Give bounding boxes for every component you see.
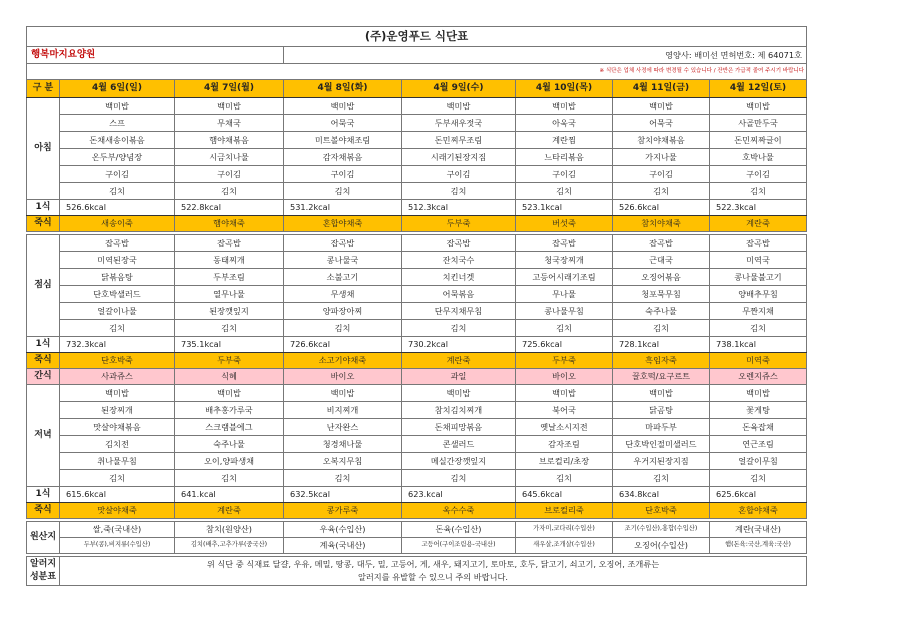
- menu-item: 김치전: [60, 436, 175, 453]
- menu-item: 참치김치찌개: [402, 402, 516, 419]
- menu-item: 백미밥: [175, 98, 284, 115]
- menu-item: 맛살야채볶음: [60, 419, 175, 436]
- origin-item: 돈육(수입산): [402, 522, 516, 538]
- day-header: 4월 6일(일): [60, 80, 175, 98]
- menu-item: 소고기야채죽: [284, 353, 402, 369]
- menu-item: 잡곡밥: [613, 235, 710, 252]
- menu-item: 단호박죽: [60, 353, 175, 369]
- menu-item: 백미밥: [284, 98, 402, 115]
- menu-item: 김치: [60, 470, 175, 487]
- lunch-row: [27, 303, 807, 320]
- dinner-row: [27, 385, 807, 402]
- lunch-row: [27, 286, 807, 303]
- origin-label: 원산지: [27, 522, 60, 554]
- menu-item: 오이,양파생채: [175, 453, 284, 470]
- menu-item: 햄야채죽: [175, 216, 284, 232]
- menu-item: 계란죽: [402, 353, 516, 369]
- menu-item: 김치: [516, 470, 613, 487]
- menu-item: 북어국: [516, 402, 613, 419]
- allergy-line: 위 식단 중 식재료 달걀, 우유, 메밀, 땅콩, 대두, 밀, 고등어, 게, 새우, 돼지고기, 토마토, 호두, 닭고기, 쇠고기, 오징어, 조개류는: [206, 559, 660, 570]
- menu-item: 치킨너겟: [402, 269, 516, 286]
- menu-item: 구이김: [710, 166, 807, 183]
- kcal-value: 522.3kcal: [710, 200, 807, 216]
- porridge-row-lunch-label: 죽식: [27, 353, 60, 369]
- menu-item: 김치: [710, 320, 807, 337]
- allergy-line: 알러지를 유발할 수 있으니 주의 바랍니다.: [357, 572, 509, 582]
- menu-item: 콩가루죽: [284, 503, 402, 519]
- kcal-value: 512.3kcal: [402, 200, 516, 216]
- porridge-row-lunch: [27, 353, 807, 369]
- menu-item: 백미밥: [402, 98, 516, 115]
- menu-item: 바이오: [284, 369, 402, 385]
- kcal-value: 738.1kcal: [710, 337, 807, 353]
- menu-item: 청경채나물: [284, 436, 402, 453]
- dinner-row: [27, 419, 807, 436]
- menu-item: 백미밥: [284, 385, 402, 402]
- menu-item: 김치: [284, 320, 402, 337]
- menu-item: 미역죽: [710, 353, 807, 369]
- menu-item: 김치: [175, 320, 284, 337]
- menu-item: 백미밥: [402, 385, 516, 402]
- menu-item: 김치: [60, 183, 175, 200]
- menu-item: 브로컬리죽: [516, 503, 613, 519]
- menu-item: 닭곰탕: [613, 402, 710, 419]
- menu-item: 김치: [710, 183, 807, 200]
- day-header: 4월 12일(토): [710, 80, 807, 98]
- menu-item: 오징어볶음: [613, 269, 710, 286]
- menu-item: 브로컬리/초장: [516, 453, 613, 470]
- page-title: (주)운영푸드 식단표: [27, 27, 807, 47]
- menu-item: 맛살야채죽: [60, 503, 175, 519]
- menu-item: 백미밥: [613, 98, 710, 115]
- header-row: [27, 80, 807, 98]
- menu-item: 취나물무침: [60, 453, 175, 470]
- lunch-kcal-row: [27, 337, 807, 353]
- day-header: 4월 11일(금): [613, 80, 710, 98]
- breakfast-kcal-row: [27, 200, 807, 216]
- menu-item: 열무나물: [175, 286, 284, 303]
- menu-item: 된장깻잎지: [175, 303, 284, 320]
- menu-item: 온두부/양념장: [60, 149, 175, 166]
- menu-item: 콩나물무침: [516, 303, 613, 320]
- origin-row: [27, 522, 807, 538]
- menu-item: 사골만두국: [710, 115, 807, 132]
- menu-item: 혼합야채죽: [710, 503, 807, 519]
- menu-item: 김치: [284, 470, 402, 487]
- origin-item: 김치(배추,고추가루(중국산): [175, 538, 284, 554]
- menu-item: 두부죽: [516, 353, 613, 369]
- menu-item: 잡곡밥: [284, 235, 402, 252]
- menu-item: 백미밥: [175, 385, 284, 402]
- menu-item: 오복지무침: [284, 453, 402, 470]
- menu-item: 난자완스: [284, 419, 402, 436]
- lunch-row: [27, 269, 807, 286]
- menu-item: 돈채피망볶음: [402, 419, 516, 436]
- breakfast-label: 아침: [27, 98, 60, 200]
- menu-item: 바이오: [516, 369, 613, 385]
- kcal-value: 615.6kcal: [60, 487, 175, 503]
- dinner-row: [27, 453, 807, 470]
- day-header: 4월 10일(목): [516, 80, 613, 98]
- menu-item: 잔치국수: [402, 252, 516, 269]
- menu-item: 김치: [613, 183, 710, 200]
- menu-item: 돈채새송이볶음: [60, 132, 175, 149]
- day-header: 4월 8일(화): [284, 80, 402, 98]
- menu-item: 김치: [175, 183, 284, 200]
- menu-item: 계란죽: [710, 216, 807, 232]
- menu-item: 잡곡밥: [175, 235, 284, 252]
- menu-item: 미역된장국: [60, 252, 175, 269]
- menu-item: 스크램블에그: [175, 419, 284, 436]
- menu-item: 단호박샐러드: [60, 286, 175, 303]
- menu-item: 김치: [402, 470, 516, 487]
- origin-item: 두부(콩),비지류(수입산): [60, 538, 175, 554]
- origin-item: 조기(수입산),홍합(수입산): [613, 522, 710, 538]
- menu-item: 돈민찌짜글이: [710, 132, 807, 149]
- lunch-row: [27, 235, 807, 252]
- menu-item: 두부조림: [175, 269, 284, 286]
- menu-item: 흑임자죽: [613, 353, 710, 369]
- menu-item: 고등어시래기조림: [516, 269, 613, 286]
- menu-item: 백미밥: [516, 98, 613, 115]
- menu-item: 구이김: [284, 166, 402, 183]
- menu-item: 메실간장깻잎지: [402, 453, 516, 470]
- menu-item: 무생채: [284, 286, 402, 303]
- kcal-value: 735.1kcal: [175, 337, 284, 353]
- menu-item: 시래기된장지짐: [402, 149, 516, 166]
- menu-item: 시금치나물: [175, 149, 284, 166]
- menu-item: 무짠지채: [710, 303, 807, 320]
- menu-item: 사과쥬스: [60, 369, 175, 385]
- menu-item: 구이김: [516, 166, 613, 183]
- menu-item: 계란찜: [516, 132, 613, 149]
- origin-row: [27, 538, 807, 554]
- kcal-label: 1식: [27, 337, 60, 353]
- origin-item: 오징어(수입산): [613, 538, 710, 554]
- menu-sheet: [26, 26, 806, 586]
- kcal-value: 526.6kcal: [613, 200, 710, 216]
- menu-item: 김치: [60, 320, 175, 337]
- menu-item: 버섯죽: [516, 216, 613, 232]
- menu-item: 닭볶음탕: [60, 269, 175, 286]
- menu-item: 아욱국: [516, 115, 613, 132]
- menu-item: 잡곡밥: [402, 235, 516, 252]
- lunch-row: [27, 320, 807, 337]
- menu-item: 감자채볶음: [284, 149, 402, 166]
- menu-item: 꽃게탕: [710, 402, 807, 419]
- menu-item: 무나물: [516, 286, 613, 303]
- menu-item: 연근조림: [710, 436, 807, 453]
- porridge-row-breakfast-label: 죽식: [27, 216, 60, 232]
- menu-item: 참치야채볶음: [613, 132, 710, 149]
- kcal-value: 522.8kcal: [175, 200, 284, 216]
- allergy-label: [27, 557, 60, 586]
- menu-item: 두부새우젓국: [402, 115, 516, 132]
- menu-item: 된장찌개: [60, 402, 175, 419]
- menu-item: 오렌지쥬스: [710, 369, 807, 385]
- menu-item: 배추홍가루국: [175, 402, 284, 419]
- menu-item: 백미밥: [60, 385, 175, 402]
- kcal-value: 623.kcal: [402, 487, 516, 503]
- origin-item: 가자미,코다리(수입산): [516, 522, 613, 538]
- menu-item: 백미밥: [710, 98, 807, 115]
- menu-item: 혼합야채죽: [284, 216, 402, 232]
- menu-item: 느타리볶음: [516, 149, 613, 166]
- menu-item: 단호박죽: [613, 503, 710, 519]
- dinner-kcal-row: [27, 487, 807, 503]
- origin-item: 고등어(구이조림용-국내산): [402, 538, 516, 554]
- menu-item: 꿀호떡/요구르트: [613, 369, 710, 385]
- kcal-label: 1식: [27, 487, 60, 503]
- origin-item: 햄(돈육:국산,계육:국산): [710, 538, 807, 554]
- menu-item: 어묵볶음: [402, 286, 516, 303]
- dinner-label: 저녁: [27, 385, 60, 487]
- menu-item: 돈육잡채: [710, 419, 807, 436]
- menu-item: 구이김: [60, 166, 175, 183]
- origin-item: 참치(원양산): [175, 522, 284, 538]
- menu-item: 어묵국: [613, 115, 710, 132]
- menu-item: 가지나물: [613, 149, 710, 166]
- menu-item: 김치: [516, 183, 613, 200]
- menu-item: 소불고기: [284, 269, 402, 286]
- kcal-value: 526.6kcal: [60, 200, 175, 216]
- menu-item: 식혜: [175, 369, 284, 385]
- lunch-row: [27, 252, 807, 269]
- menu-item: 구이김: [613, 166, 710, 183]
- header-label: 구 분: [27, 80, 60, 98]
- menu-item: 숙주나물: [175, 436, 284, 453]
- allergy-row: [27, 557, 807, 586]
- menu-item: 단호박인절미샐러드: [613, 436, 710, 453]
- menu-item: 양배추무침: [710, 286, 807, 303]
- dietitian-info: 영양사: 배미선 면허번호: 제 64071호: [284, 47, 807, 64]
- facility-name: 행복마지요양원: [27, 47, 284, 64]
- notice-text: ※ 식단은 업체 사정에 따라 변경될 수 있습니다 / 잔반은 가급적 줄여 주시기 바랍니다: [27, 64, 807, 80]
- snack-row-label: 간식: [27, 369, 60, 385]
- allergy-text: [60, 557, 807, 586]
- kcal-value: 641.kcal: [175, 487, 284, 503]
- breakfast-row: [27, 149, 807, 166]
- kcal-value: 725.6kcal: [516, 337, 613, 353]
- breakfast-row: [27, 166, 807, 183]
- menu-item: 콩나물국: [284, 252, 402, 269]
- menu-item: 미역국: [710, 252, 807, 269]
- origin-item: 계란(국내산): [710, 522, 807, 538]
- menu-item: 우거지된장지짐: [613, 453, 710, 470]
- menu-item: 김치: [613, 320, 710, 337]
- menu-item: 근대국: [613, 252, 710, 269]
- menu-item: 백미밥: [516, 385, 613, 402]
- origin-item: 계육(국내산): [284, 538, 402, 554]
- menu-item: 구이김: [175, 166, 284, 183]
- menu-item: 계란죽: [175, 503, 284, 519]
- menu-item: 두부죽: [175, 353, 284, 369]
- menu-item: 백미밥: [710, 385, 807, 402]
- menu-item: 미트볼야채조림: [284, 132, 402, 149]
- menu-item: 스프: [60, 115, 175, 132]
- allergy-label-line: 성분표: [29, 572, 57, 582]
- menu-item: 콘샐러드: [402, 436, 516, 453]
- origin-item: 쌀,죽(국내산): [60, 522, 175, 538]
- origin-item: 우육(수입산): [284, 522, 402, 538]
- menu-item: 얼갈이무침: [710, 453, 807, 470]
- day-header: 4월 7일(월): [175, 80, 284, 98]
- kcal-value: 645.6kcal: [516, 487, 613, 503]
- kcal-value: 632.5kcal: [284, 487, 402, 503]
- kcal-value: 730.2kcal: [402, 337, 516, 353]
- breakfast-row: [27, 98, 807, 115]
- kcal-value: 634.8kcal: [613, 487, 710, 503]
- menu-item: 청국장찌개: [516, 252, 613, 269]
- snack-row: [27, 369, 807, 385]
- menu-item: 잡곡밥: [710, 235, 807, 252]
- menu-item: 호박나물: [710, 149, 807, 166]
- menu-item: 무채국: [175, 115, 284, 132]
- menu-item: 김치: [613, 470, 710, 487]
- menu-item: 김치: [175, 470, 284, 487]
- menu-item: 콩나물불고기: [710, 269, 807, 286]
- breakfast-row: [27, 115, 807, 132]
- kcal-value: 732.3kcal: [60, 337, 175, 353]
- breakfast-row: [27, 132, 807, 149]
- menu-item: 잡곡밥: [60, 235, 175, 252]
- menu-item: 얼갈이나물: [60, 303, 175, 320]
- porridge-row-dinner-label: 죽식: [27, 503, 60, 519]
- menu-item: 돈민찌무조림: [402, 132, 516, 149]
- menu-item: 잡곡밥: [516, 235, 613, 252]
- menu-item: 어묵국: [284, 115, 402, 132]
- menu-item: 숙주나물: [613, 303, 710, 320]
- menu-item: 김치: [284, 183, 402, 200]
- menu-item: 구이김: [402, 166, 516, 183]
- menu-item: 김치: [516, 320, 613, 337]
- kcal-value: 625.6kcal: [710, 487, 807, 503]
- origin-item: 새우살,조개살(수입산): [516, 538, 613, 554]
- kcal-value: 531.2kcal: [284, 200, 402, 216]
- menu-item: 과일: [402, 369, 516, 385]
- porridge-row-breakfast: [27, 216, 807, 232]
- menu-item: 단무지채무침: [402, 303, 516, 320]
- menu-item: 햄야채볶음: [175, 132, 284, 149]
- menu-item: 김치: [402, 320, 516, 337]
- menu-item: 동태찌개: [175, 252, 284, 269]
- menu-item: 비지찌개: [284, 402, 402, 419]
- kcal-value: 728.1kcal: [613, 337, 710, 353]
- menu-item: 김치: [402, 183, 516, 200]
- day-header: 4월 9일(수): [402, 80, 516, 98]
- menu-table: [26, 26, 807, 586]
- menu-item: 감자조림: [516, 436, 613, 453]
- menu-item: 새송이죽: [60, 216, 175, 232]
- dinner-row: [27, 436, 807, 453]
- dinner-row: [27, 402, 807, 419]
- menu-item: 백미밥: [613, 385, 710, 402]
- kcal-value: 523.1kcal: [516, 200, 613, 216]
- menu-item: 백미밥: [60, 98, 175, 115]
- menu-item: 양파장아찌: [284, 303, 402, 320]
- porridge-row-dinner: [27, 503, 807, 519]
- menu-item: 마파두부: [613, 419, 710, 436]
- kcal-label: 1식: [27, 200, 60, 216]
- menu-item: 옛날소시지전: [516, 419, 613, 436]
- menu-item: 참치야채죽: [613, 216, 710, 232]
- menu-item: 청포묵무침: [613, 286, 710, 303]
- breakfast-row: [27, 183, 807, 200]
- kcal-value: 726.6kcal: [284, 337, 402, 353]
- lunch-label: 점심: [27, 235, 60, 337]
- menu-item: 두부죽: [402, 216, 516, 232]
- menu-item: 옥수수죽: [402, 503, 516, 519]
- allergy-label-line: 알러지: [29, 559, 57, 570]
- dinner-row: [27, 470, 807, 487]
- menu-item: 김치: [710, 470, 807, 487]
